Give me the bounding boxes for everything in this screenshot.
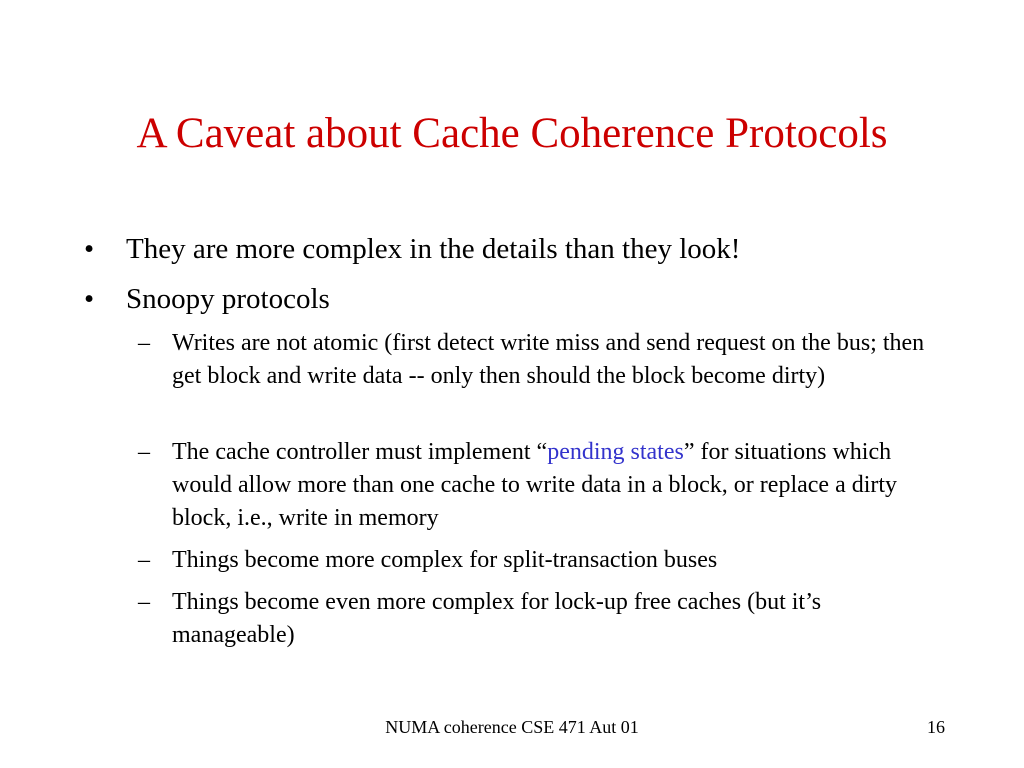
sub-bullet-text: Things become more complex for split-transaction buses xyxy=(172,547,718,573)
slide-title: A Caveat about Cache Coherence Protocols xyxy=(136,110,888,157)
sub-bullet-marker: – xyxy=(138,330,150,356)
sub-bullet-marker: – xyxy=(138,589,150,615)
page-number: 16 xyxy=(927,717,945,737)
sub-bullet-item xyxy=(138,544,938,577)
sub-bullet-text xyxy=(172,436,938,535)
bullet-marker: • xyxy=(84,233,95,265)
bullet-marker: • xyxy=(84,283,95,315)
slide-footer: NUMA coherence CSE 471 Aut 01 xyxy=(385,717,639,737)
sub-bullet-marker: – xyxy=(138,547,150,573)
sub-bullet-text: Writes are not atomic (first detect write miss and send request on the bus; then get block and write data -- only then should the block become dirty) xyxy=(172,330,925,389)
highlighted-term: pending states xyxy=(547,439,684,465)
sub-bullet-text-after: ” for situations which would allow more than one cache to write data in a block, or replace a dirty block, i.e., write in memory xyxy=(172,439,898,531)
sub-bullet-item xyxy=(138,586,938,652)
sub-bullet-item xyxy=(138,436,938,535)
sub-bullet-marker: – xyxy=(138,439,150,465)
sub-bullet-text: Things become even more complex for lock-up free caches (but it’s manageable) xyxy=(172,589,822,648)
sub-bullet-text-before: The cache controller must implement “ xyxy=(172,439,548,465)
sub-bullet-item xyxy=(138,327,938,393)
bullet-text: They are more complex in the details than they look! xyxy=(126,233,741,265)
bullet-text: Snoopy protocols xyxy=(126,283,330,315)
